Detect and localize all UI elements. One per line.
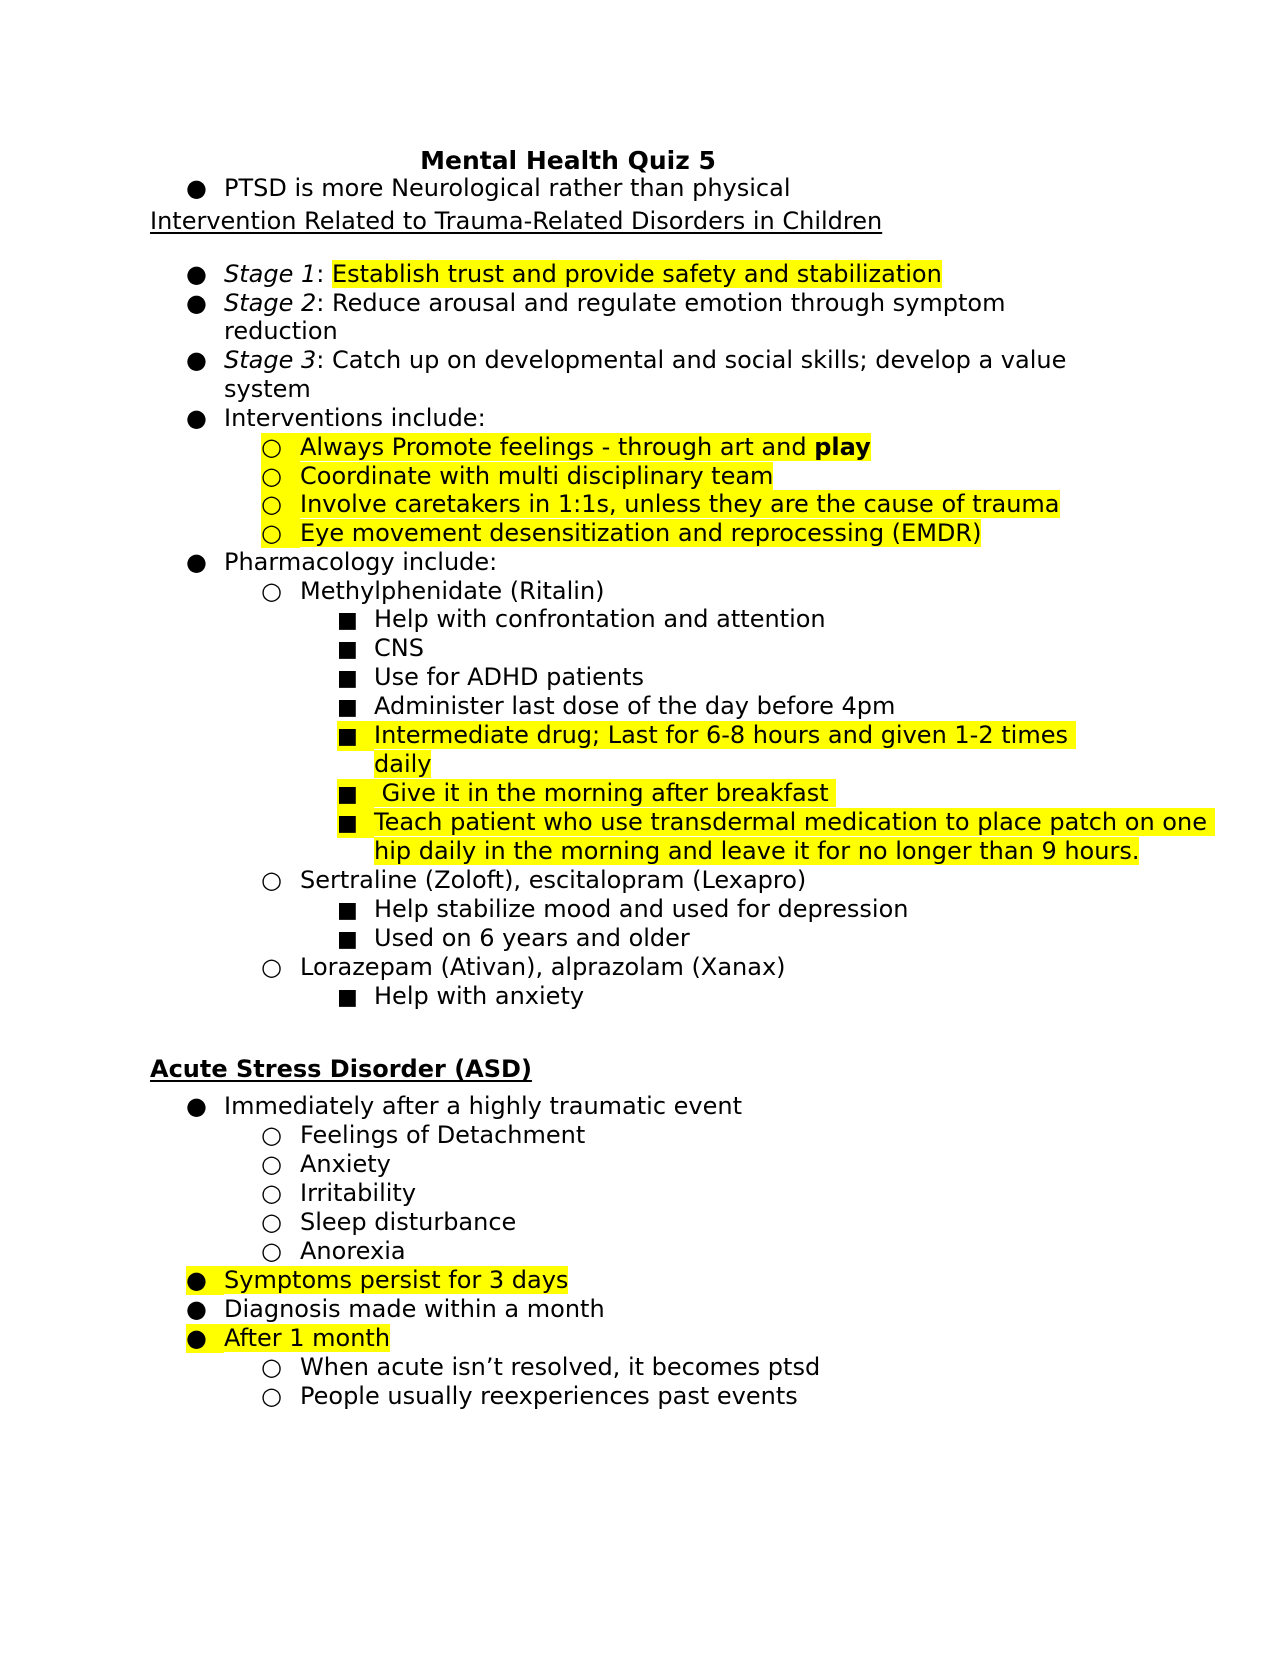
drug-detail: Help with confrontation and attention [374, 605, 826, 633]
sub-bullet-icon: ○ [261, 866, 282, 894]
section-heading-asd: Acute Stress Disorder (ASD) [150, 1055, 532, 1083]
sub-bullet-icon: ○ [261, 1150, 282, 1178]
bullet-icon: ● [186, 1295, 207, 1323]
sub-bullet-icon: ○ [261, 1208, 282, 1236]
sub-bullet-icon: ○ [261, 1353, 282, 1381]
asd-symptom: Feelings of Detachment [300, 1121, 586, 1149]
square-bullet-icon: ■ [337, 927, 358, 952]
interventions-label: Interventions include: [224, 404, 486, 432]
bullet-icon: ● [186, 404, 207, 432]
stage-2-label: Stage 2 [224, 289, 317, 317]
stage-1-text: Establish trust and provide safety and stabilization [331, 260, 942, 288]
drug-name: Methylphenidate (Ritalin) [300, 577, 605, 605]
square-bullet-icon: ■ [337, 666, 358, 691]
asd-symptom: Irritability [300, 1179, 417, 1207]
square-bullet-icon: ■ [337, 779, 374, 809]
asd-point: Diagnosis made within a month [224, 1295, 605, 1323]
asd-point: Symptoms persist for 3 days [224, 1266, 569, 1294]
bullet-icon: ● [186, 289, 207, 317]
square-bullet-icon: ■ [337, 808, 374, 838]
drug-detail: Teach patient who use transdermal medication to place patch on one [374, 808, 1215, 836]
square-bullet-icon: ■ [337, 608, 358, 633]
square-bullet-icon: ■ [337, 637, 358, 662]
stage-3-item: Stage 3: Catch up on developmental and social skills; develop a value [224, 346, 1067, 374]
sub-bullet-icon: ○ [261, 519, 300, 548]
square-bullet-icon: ■ [337, 985, 358, 1010]
asd-detail: When acute isn’t resolved, it becomes ptsd [300, 1353, 821, 1381]
stage-3-continuation: system [224, 375, 311, 403]
asd-point: After 1 month [224, 1324, 391, 1352]
drug-detail-continuation: hip daily in the morning and leave it for no longer than 9 hours. [374, 837, 1140, 865]
asd-detail: People usually reexperiences past events [300, 1382, 798, 1410]
drug-detail: Used on 6 years and older [374, 924, 690, 952]
stage-1-item: Stage 1: Establish trust and provide safety and stabilization [224, 260, 942, 288]
drug-detail: Administer last dose of the day before 4pm [374, 692, 896, 720]
sub-bullet-icon: ○ [261, 1382, 282, 1410]
drug-detail: CNS [374, 634, 424, 662]
sub-bullet-icon: ○ [261, 577, 282, 605]
stage-3-label: Stage 3 [224, 346, 317, 374]
bullet-icon: ● [186, 1266, 224, 1295]
drug-detail-continuation: daily [374, 750, 432, 778]
asd-symptom: Anorexia [300, 1237, 406, 1265]
sub-bullet-icon: ○ [261, 1121, 282, 1149]
bullet-icon: ● [186, 346, 207, 374]
stage-2-item: Stage 2: Reduce arousal and regulate emotion through symptom [224, 289, 1006, 317]
square-bullet-icon: ■ [337, 721, 374, 751]
drug-detail: Use for ADHD patients [374, 663, 645, 691]
sub-bullet-icon: ○ [261, 433, 300, 462]
stage-2-continuation: reduction [224, 317, 338, 345]
section-heading-interventions: Intervention Related to Trauma-Related Disorders in Children [150, 207, 883, 235]
asd-point: Immediately after a highly traumatic event [224, 1092, 742, 1120]
sub-bullet-icon: ○ [261, 462, 300, 491]
intervention-item: Coordinate with multi disciplinary team [300, 462, 774, 490]
asd-symptom: Sleep disturbance [300, 1208, 517, 1236]
sub-bullet-icon: ○ [261, 1237, 282, 1265]
bullet-icon: ● [186, 174, 207, 202]
square-bullet-icon: ■ [337, 898, 358, 923]
intervention-item: Eye movement desensitization and reprocessing (EMDR) [300, 519, 982, 547]
intro-item: PTSD is more Neurological rather than physical [224, 174, 791, 202]
drug-name: Lorazepam (Ativan), alprazolam (Xanax) [300, 953, 786, 981]
stage-1-label: Stage 1 [224, 260, 317, 288]
asd-symptom: Anxiety [300, 1150, 391, 1178]
page-title: Mental Health Quiz 5 [420, 146, 716, 175]
drug-detail: Intermediate drug; Last for 6-8 hours and given 1-2 times [374, 721, 1076, 749]
sub-bullet-icon: ○ [261, 490, 300, 519]
bullet-icon: ● [186, 1092, 207, 1120]
sub-bullet-icon: ○ [261, 1179, 282, 1207]
drug-name: Sertraline (Zoloft), escitalopram (Lexapro) [300, 866, 807, 894]
bullet-icon: ● [186, 1324, 224, 1353]
drug-detail: Help stabilize mood and used for depression [374, 895, 909, 923]
bullet-icon: ● [186, 548, 207, 576]
intervention-item: Involve caretakers in 1:1s, unless they are the cause of trauma [300, 490, 1060, 518]
drug-detail: Give it in the morning after breakfast [374, 779, 837, 807]
bullet-icon: ● [186, 260, 207, 288]
pharmacology-label: Pharmacology include: [224, 548, 498, 576]
sub-bullet-icon: ○ [261, 953, 282, 981]
intervention-item: Always Promote feelings - through art and play [300, 433, 871, 461]
square-bullet-icon: ■ [337, 695, 358, 720]
drug-detail: Help with anxiety [374, 982, 585, 1010]
